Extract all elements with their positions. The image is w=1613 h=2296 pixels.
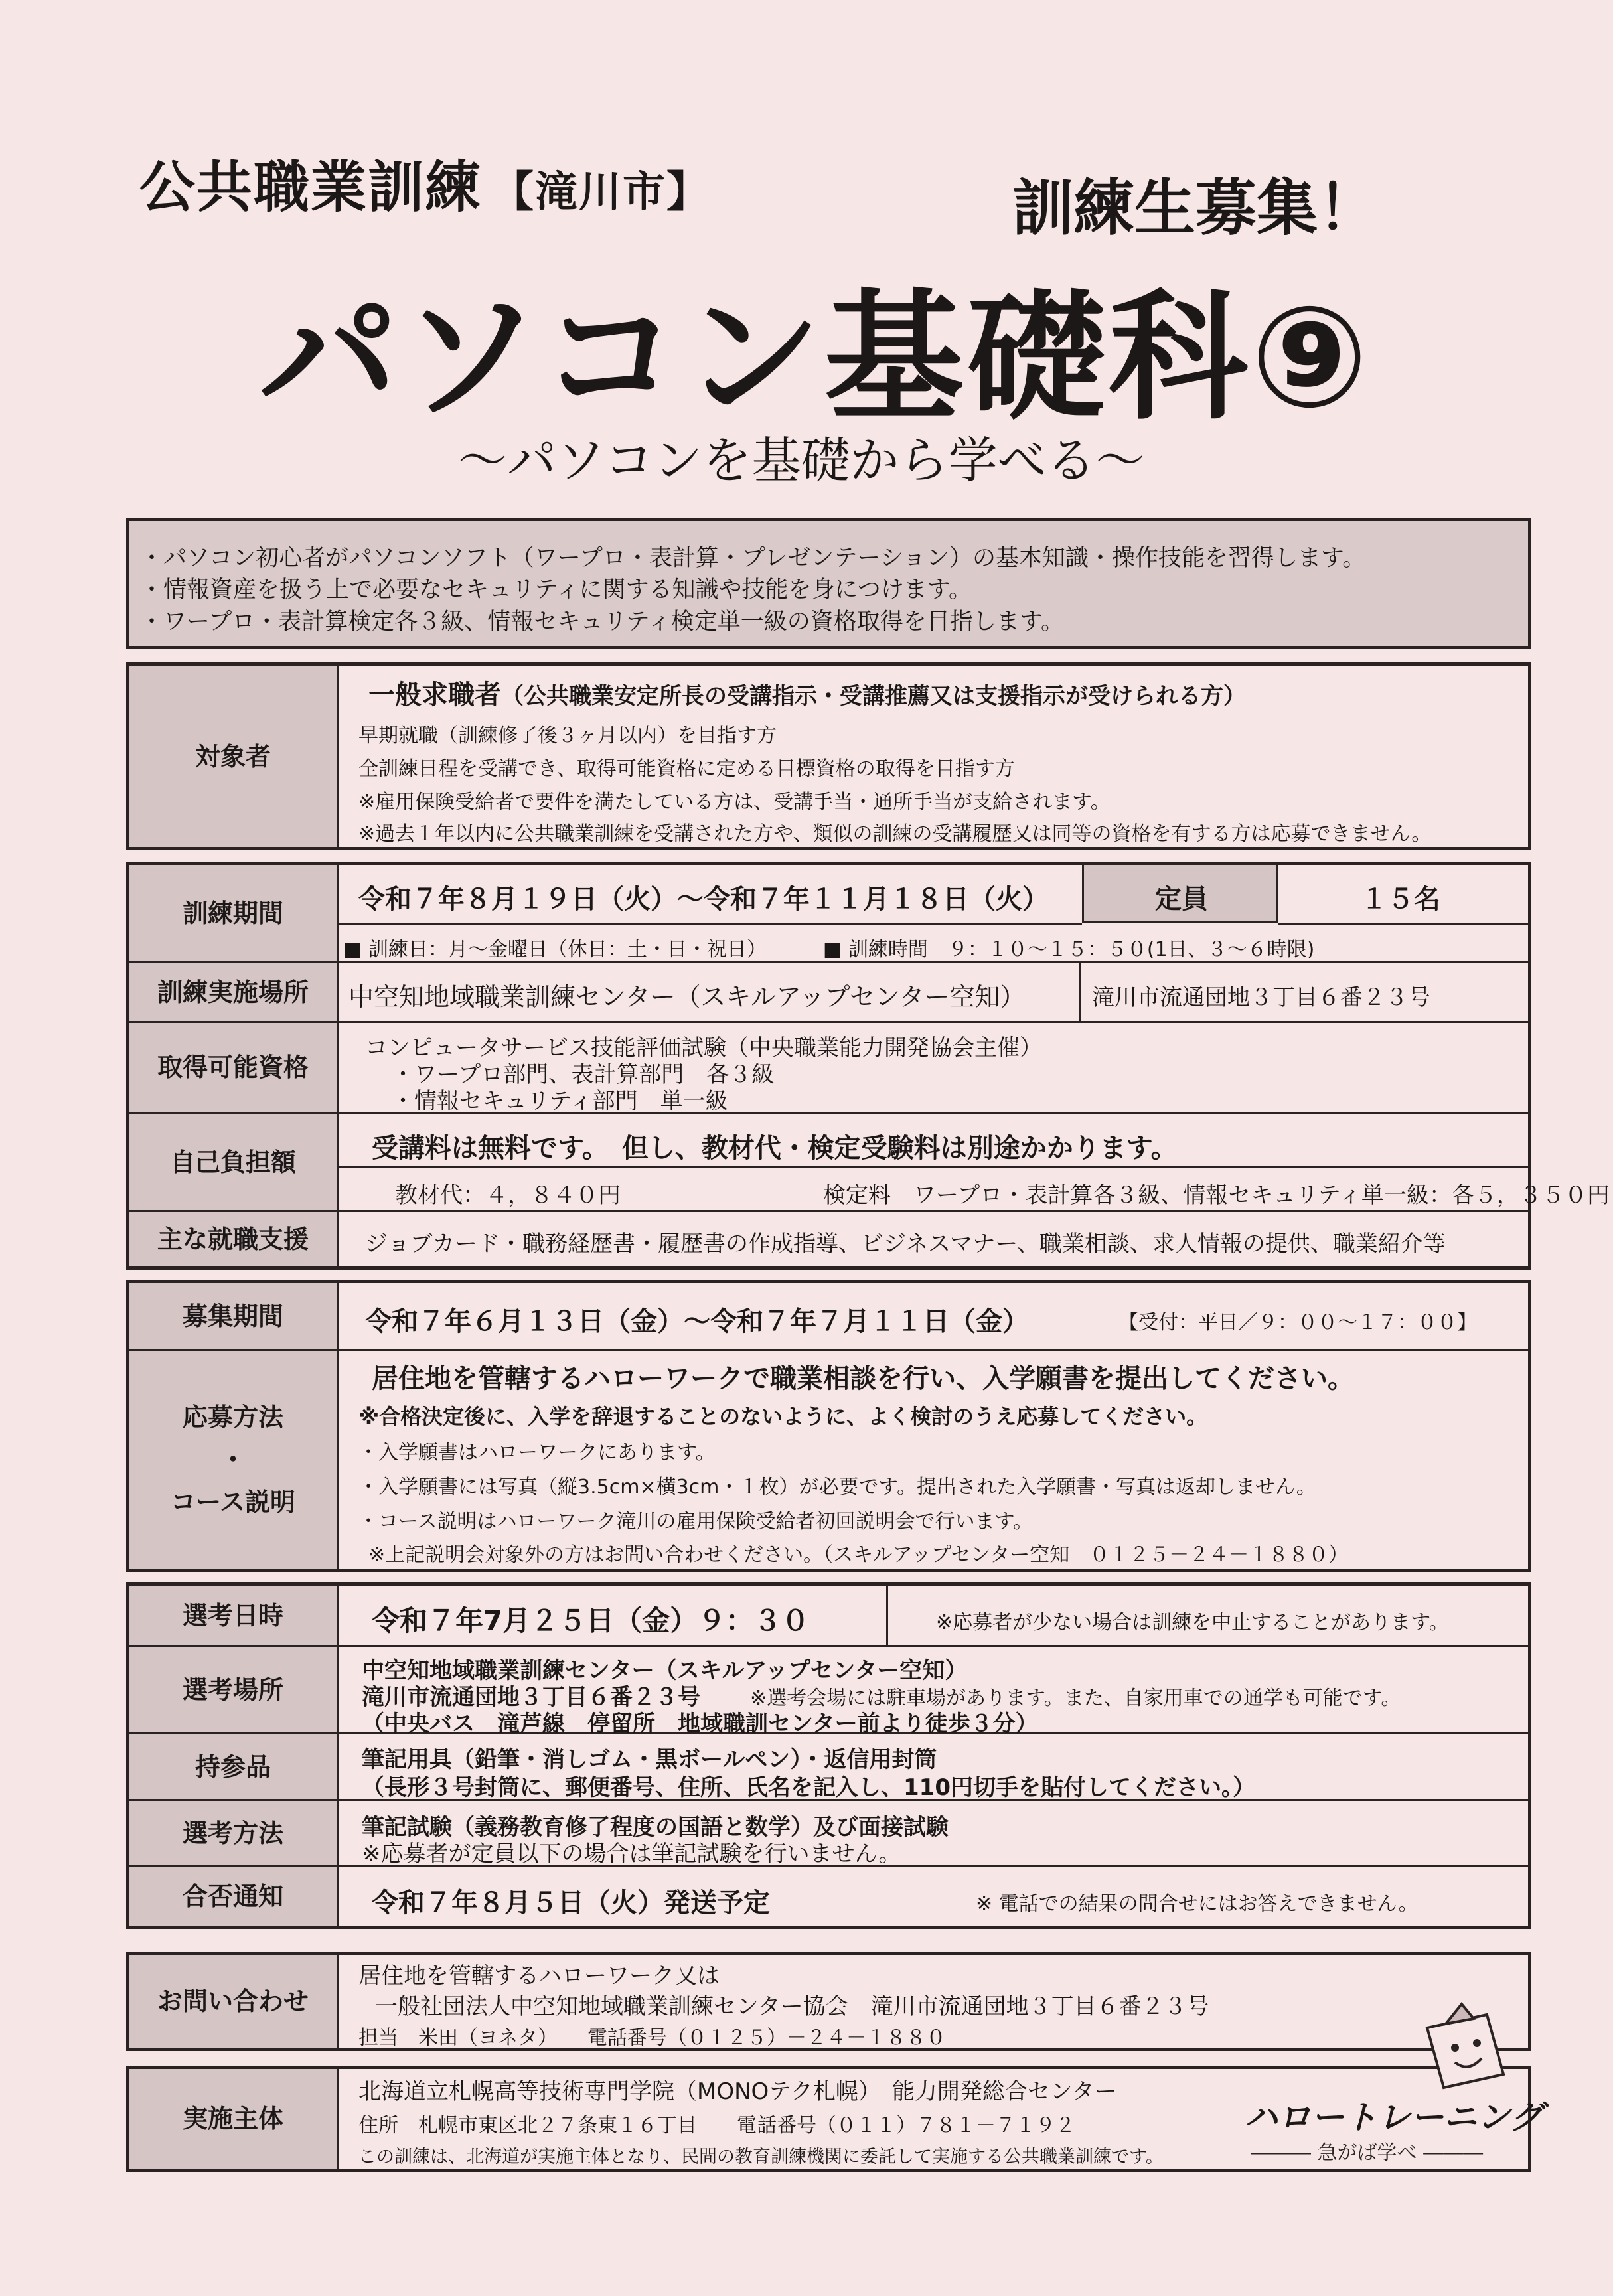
recruit-heading: 訓練生募集！ (1012, 173, 1379, 244)
result-row (129, 1867, 1528, 1926)
summary-line: ・情報資産を扱う上で必要なセキュリティに関する知識や技能を身につけます。 (140, 577, 972, 603)
recruit-period-value: 令和７年６月１３日（金）～令和７年７月１１日（金） (365, 1306, 1029, 1337)
result-value: 令和７年８月５日（火）発送予定 (372, 1888, 770, 1918)
support-label: 主な就職支援 (129, 1212, 339, 1266)
place-address: 滝川市流通団地３丁目６番２３号 (1092, 984, 1430, 1011)
qualification-line: ・ワープロ部門、表計算部門 各３級 (392, 1061, 775, 1088)
apply-line: ・コース説明はハローワーク滝川の雇用保険受給者初回説明会で行います。 (358, 1510, 1034, 1533)
items-label: 持参品 (129, 1734, 339, 1799)
result-label: 合否通知 (129, 1867, 339, 1926)
selection-date-row (129, 1586, 1528, 1647)
recruit-period-note: 【受付：平日／９：００～１７：００】 (1118, 1311, 1477, 1334)
qualification-row (129, 1023, 1528, 1114)
items-row (129, 1734, 1528, 1801)
selection-place-label: 選考場所 (129, 1647, 339, 1732)
summary-line: ・ワープロ・表計算検定各３級、情報セキュリティ検定単一級の資格取得を目指します。 (140, 609, 1064, 635)
apply-line: ・入学願書には写真（縦3.5cm×横3cm・１枚）が必要です。提出された入学願書・写真は返却しません。 (358, 1476, 1316, 1499)
organizer-line: この訓練は、北海道が実施主体となり、民間の教育訓練機関に委託して実施する公共職業訓練です。 (358, 2147, 1164, 2167)
recruit-period-label: 募集期間 (129, 1283, 339, 1349)
organizer-line: 北海道立札幌高等技術専門学院（MONOテク札幌） 能力開発総合センター (358, 2078, 1117, 2105)
period-value: 令和７年８月１９日（火）～令和７年１１月１８日（火） (358, 884, 1049, 915)
target-line: 早期就職（訓練修了後３ヶ月以内）を目指す方 (358, 724, 777, 747)
cost-main: 受講料は無料です。 但し、教材代・検定受験料は別途かかります。 (372, 1133, 1178, 1164)
page-title: パソコン基礎科⑨ (259, 276, 1371, 439)
brand-logo: ハロートレーニング (1245, 2098, 1543, 2137)
apply-row (129, 1351, 1528, 1569)
selection-place-line: （中央バス 滝芦線 停留所 地域職訓センター前より徒歩３分） (362, 1711, 1038, 1737)
contact-label: お問い合わせ (129, 1955, 339, 2048)
place-label: 訓練実施場所 (129, 963, 339, 1021)
selection-place-line: 中空知地域職業訓練センター（スキルアップセンター空知） (362, 1657, 968, 1684)
method-line: 筆記試験（義務教育修了程度の国語と数学）及び面接試験 (362, 1814, 949, 1841)
target-section (126, 662, 1531, 850)
city-text: 【滝川市】 (491, 168, 711, 217)
contact-line: 一般社団法人中空知地域職業訓練センター協会 滝川市流通団地３丁目６番２３号 (375, 1993, 1209, 2020)
schedule-time: ■ 訓練時間 ９：１０～１５：５０(1日、３～６時限) (823, 938, 1315, 961)
period-row (129, 865, 1528, 963)
items-line: （長形３号封筒に、郵便番号、住所、氏名を記入し、110円切手を貼付してください。） (362, 1774, 1255, 1801)
training-section (126, 862, 1610, 1270)
mascot-icon (1414, 2001, 1513, 2094)
cost-label: 自己負担額 (129, 1114, 339, 1210)
organizer-label: 実施主体 (129, 2069, 339, 2169)
selection-date-note: ※応募者が少ない場合は訓練を中止することがあります。 (936, 1611, 1449, 1634)
qualification-line: ・情報セキュリティ部門 単一級 (392, 1088, 728, 1114)
period-label: 訓練期間 (129, 865, 339, 961)
apply-footnote: ※上記説明会対象外の方はお問い合わせください。（スキルアップセンター空知 ０１２５－２４－１８８０） (368, 1543, 1349, 1567)
target-heading: 一般求職者（公共職業安定所長の受講指示・受講推薦又は支援指示が受けられる方） (368, 680, 1246, 710)
target-label: 対象者 (129, 666, 339, 847)
cost-row (129, 1114, 1610, 1212)
contact-line: 担当 米田（ヨネタ） 電話番号（０１２５）－２４－１８８０ (358, 2027, 946, 2050)
apply-main: 居住地を管轄するハローワークで職業相談を行い、入学願書を提出してください。 (372, 1363, 1354, 1394)
apply-note: ※合格決定後に、入学を辞退することのないように、よく検討のうえ応募してください。 (358, 1404, 1208, 1429)
summary-line: ・パソコン初心者がパソコンソフト（ワープロ・表計算・プレゼンテーション）の基本知識・操作技能を習得します。 (140, 545, 1366, 572)
method-line: ※応募者が定員以下の場合は筆記試験を行いません。 (362, 1841, 901, 1867)
cost-materials: 教材代：４，８４０円 (395, 1182, 621, 1209)
header-category (139, 143, 710, 223)
organizer-line: 住所 札幌市東区北２７条東１６丁目 電話番号（０１１）７８１－７１９２ (358, 2114, 1075, 2137)
capacity-label: 定員 (1155, 884, 1208, 915)
method-row (129, 1801, 1528, 1867)
course-summary (126, 518, 1531, 649)
support-row (129, 1212, 1528, 1266)
selection-date-label: 選考日時 (129, 1586, 339, 1645)
selection-place-note: ※選考会場には駐車場があります。また、自家用車での通学も可能です。 (750, 1687, 1401, 1710)
place-name: 中空知地域職業訓練センター（スキルアップセンター空知） (348, 982, 1026, 1012)
selection-place-line: 滝川市流通団地３丁目６番２３号 (362, 1684, 700, 1711)
selection-place-row (129, 1647, 1528, 1737)
place-row (129, 963, 1528, 1023)
target-line: ※雇用保険受給者で要件を満たしている方は、受講手当・通所手当が支給されます。 (358, 791, 1111, 814)
contact-section (126, 1952, 1531, 2051)
schedule-days: ■ 訓練日：月～金曜日（休日：土・日・祝日） (343, 938, 767, 961)
contact-line: 居住地を管轄するハローワーク又は (358, 1963, 720, 1989)
selection-section (126, 1582, 1531, 1929)
qualification-line: コンピュータサービス技能評価試験（中央職業能力開発協会主催） (365, 1035, 1042, 1061)
qualification-label: 取得可能資格 (129, 1023, 339, 1112)
result-note: ※ 電話での結果の問合せにはお答えできません。 (976, 1892, 1419, 1916)
brand-tagline: ――― 急がば学べ ――― (1251, 2141, 1484, 2165)
category-text: 公共職業訓練 (139, 155, 483, 220)
cost-exam: 検定料 ワープロ・表計算各３級、情報セキュリティ単一級：各５，３５０円 (823, 1182, 1610, 1209)
apply-label: 応募方法 ・ コース説明 (129, 1351, 339, 1569)
apply-line: ・入学願書はハローワークにあります。 (358, 1441, 716, 1464)
items-line: 筆記用具（鉛筆・消しゴム・黒ボールペン）・返信用封筒 (362, 1746, 937, 1773)
capacity-value: １５名 (1361, 884, 1440, 915)
support-value: ジョブカード・職務経歴書・履歴書の作成指導、ビジネスマナー、職業相談、求人情報の提供、職業紹介等 (365, 1231, 1446, 1257)
page-subtitle: ～パソコンを基礎から学べる～ (458, 432, 1145, 489)
recruitment-section (126, 1280, 1531, 1572)
target-line: ※過去１年以内に公共職業訓練を受講された方や、類似の訓練の受講履歴又は同等の資格を有する方は応募できません。 (358, 822, 1432, 846)
recruit-period-row (129, 1283, 1528, 1351)
selection-date-value: 令和７年7月２５日（金）９：３０ (372, 1604, 810, 1637)
target-line: 全訓練日程を受講でき、取得可能資格に定める目標資格の取得を目指す方 (358, 757, 1015, 781)
method-label: 選考方法 (129, 1801, 339, 1865)
